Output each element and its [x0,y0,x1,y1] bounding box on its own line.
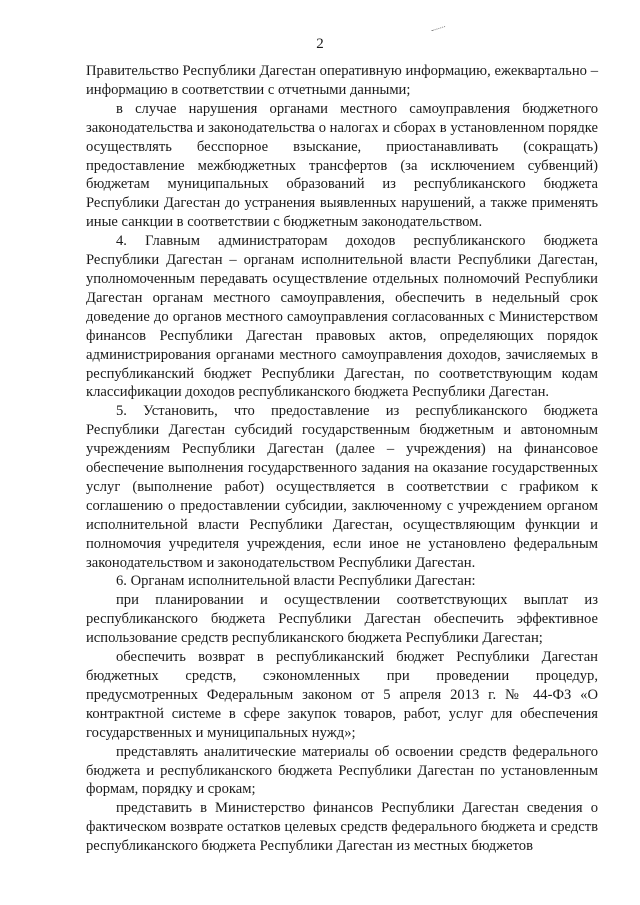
document-body [86,62,598,856]
page-number: 2 [316,36,324,52]
paragraph-item-6: 6. Органам исполнительной власти Республики Дагестан: [116,573,476,590]
paragraph-item-6-return: обеспечить возврат в республиканский бюджет Республики Дагестан бюджетных средств, сэкономленных при проведении процедур, предусмотренных Федеральным законом от 5 апреля 2013 г. № 44-ФЗ «О контрактной системе в сфере закупок товаров, работ, услуг для обеспечения государственных и муниципальных нужд»; [86,649,598,741]
paragraph-item-5: 5. Установить, что предоставление из республиканского бюджета Республики Дагестан субсидий государственным бюджетным и автономным учреждениям Республики Дагестан (далее – учреждения) на финансовое обеспечение выполнения государственного задания на оказание государственных услуг (выполнение работ) осуществляется в соответствии с графиком к соглашению о предоставлении субсидии, заключенному с учреждением органом исполнительной власти Республики Дагестан, осуществляющим функции и полномочия учредителя учреждения, если иное не установлено федеральным законодательством и законодательством Республики Дагестан. [86,403,598,571]
paragraph-item-4: 4. Главным администраторам доходов республиканского бюджета Республики Дагестан – органам исполнительной власти Республики Дагестан, уполномоченным передавать осуществление отдельных полномочий Республики Дагестан органам местного самоуправления, обеспечить в недельный срок доведение до органов местного самоуправления согласованных с Министерством финансов Республики Дагестан правовых актов, определяющих порядок администрирования органами местного самоуправления доходов, зачисляемых в республиканский бюджет Республики Дагестан, по соответствующим кодам классификации доходов республиканского бюджета Республики Дагестан. [86,233,598,401]
scan-artifact-mark [432,26,447,35]
paragraph-item-6-reports: представлять аналитические материалы об освоении средств федерального бюджета и республиканского бюджета Республики Дагестан по установленным формам, порядку и срокам; [86,743,598,798]
paragraph-item-6-planning: при планировании и осуществлении соответствующих выплат из республиканского бюджета Республики Дагестан обеспечить эффективное использование средств республиканского бюджета Республики Дагестан; [86,592,598,647]
paragraph-violation-sanctions: в случае нарушения органами местного самоуправления бюджетного законодательства и законодательства о налогах и сборах в установленном порядке осуществлять бесспорное взыскание, приостанавливать (сокращать) предоставление межбюджетных трансфертов (за исключением субвенций) бюджетам муниципальных образований из республиканского бюджета Республики Дагестан до устранения выявленных нарушений, а также применять иные санкции в соответствии с бюджетным законодательством. [86,100,598,231]
paragraph-item-6-info: представить в Министерство финансов Республики Дагестан сведения о фактическом возврате остатков целевых средств федерального бюджета и средств республиканского бюджета Республики Дагестан из местных бюджетов [86,800,598,855]
paragraph-continuation: Правительство Республики Дагестан оперативную информацию, ежеквартально – информацию в соответствии с отчетными данными; [86,63,598,98]
